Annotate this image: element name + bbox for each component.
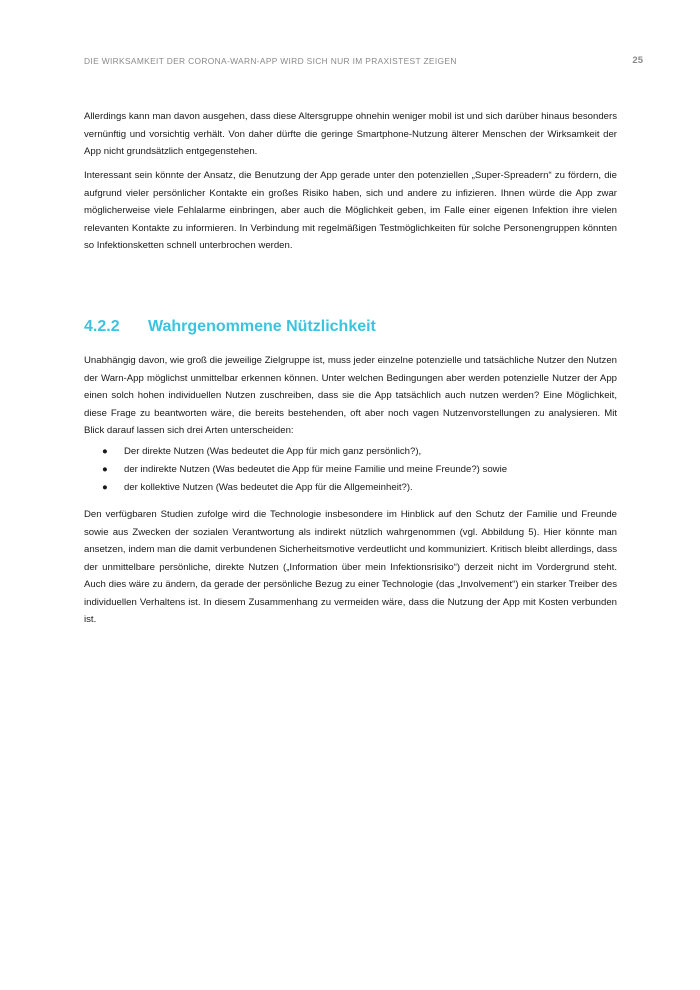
section-number: 4.2.2 bbox=[84, 318, 120, 335]
paragraph-text: Allerdings kann man davon ausgehen, dass diese Altersgruppe ohnehin weniger mobil ist und sich darüber hinaus besonders vernünftig und vorsichtig verhält. Von daher dürfte die geringe Smartphone-Nutzung älterer Menschen der Wirksamkeit der App nicht grundsätzlich entgegenstehen. bbox=[84, 111, 617, 157]
list-item bbox=[84, 479, 617, 497]
list-item bbox=[84, 443, 617, 461]
bullet-icon: ● bbox=[102, 481, 108, 493]
benefit-types-list bbox=[84, 443, 617, 496]
list-item-text: der kollektive Nutzen (Was bedeutet die App für die Allgemeinheit?). bbox=[124, 481, 413, 493]
bullet-icon: ● bbox=[102, 463, 108, 475]
list-item-text: der indirekte Nutzen (Was bedeutet die App für meine Familie und meine Freunde?) sowie bbox=[124, 463, 508, 475]
paragraph-text: Unabhängig davon, wie groß die jeweilige Zielgruppe ist, muss jeder einzelne potenzielle und tatsächliche Nutzer den Nutzen der Warn-App möglichst unmittelbar erkennen können. Unter welchen Bedingungen aber werden potenzielle Nutzer der App einen solch hohen individuellen Nutzen zuschreiben, dass sie die App tatsächlich auch nutzen werden? Eine Möglichkeit, diese Frage zu beantworten wäre, die bereits bestehenden, oft aber noch vagen Nutzenvorstellungen zu analysieren. Mit Blick darauf lassen sich drei Arten unterscheiden: bbox=[84, 355, 617, 436]
list-item-text: Der direkte Nutzen (Was bedeutet die App für mich ganz persönlich?), bbox=[124, 446, 422, 457]
paragraph-section-closing bbox=[84, 506, 617, 629]
running-header: DIE WIRKSAMKEIT DER CORONA-WARN-APP WIRD SICH NUR IM PRAXISTEST ZEIGEN bbox=[84, 56, 457, 66]
paragraph-age-group bbox=[84, 108, 617, 161]
paragraph-super-spreaders bbox=[84, 167, 617, 255]
page-number: 25 bbox=[632, 55, 643, 66]
paragraph-text: Interessant sein könnte der Ansatz, die Benutzung der App gerade unter den potenziellen „Super-Spreadern“ zu fördern, die aufgrund vieler persönlicher Kontakte ein großes Risiko haben, sich und andere zu infizieren. Ihnen würde die App zwar möglicherweise viele Fehlalarme einbringen, aber auch die Möglichkeit geben, im Falle einer eigenen Infektion ihre vielen relevanten Kontakte zu informieren. In Verbindung mit regelmäßigen Testmöglichkeiten für solche Personengruppen könnten so Infektionsketten schnell unterbrochen werden. bbox=[84, 170, 617, 251]
paragraph-section-intro bbox=[84, 352, 617, 440]
list-item bbox=[84, 461, 617, 479]
bullet-icon: ● bbox=[102, 446, 108, 457]
paragraph-text: Den verfügbaren Studien zufolge wird die Technologie insbesondere im Hinblick auf den Schutz der Familie und Freunde sowie aus Zwecken der sozialen Verantwortung als indirekt nützlich wahrgenommen (vgl. Abbildung 5). Hier könnte man ansetzen, indem man die damit verbundenen Sicherheitsmotive verdeutlicht und kommuniziert. Kritisch bleibt allerdings, dass der unmittelbare persönliche, direkte Nutzen („Information über mein Infektionsrisiko“) derzeit nicht im Vordergrund steht. Auch dies wäre zu ändern, da gerade der persönliche Bezug zu einer Technologie (das „Involvement“) ein starker Treiber des individuellen Verhaltens ist. In diesem Zusammenhang zu vermeiden wäre, dass die Nutzung der App mit Kosten verbunden ist. bbox=[84, 509, 617, 625]
section-title: Wahrgenommene Nützlichkeit bbox=[148, 318, 376, 335]
section-heading bbox=[84, 318, 376, 336]
